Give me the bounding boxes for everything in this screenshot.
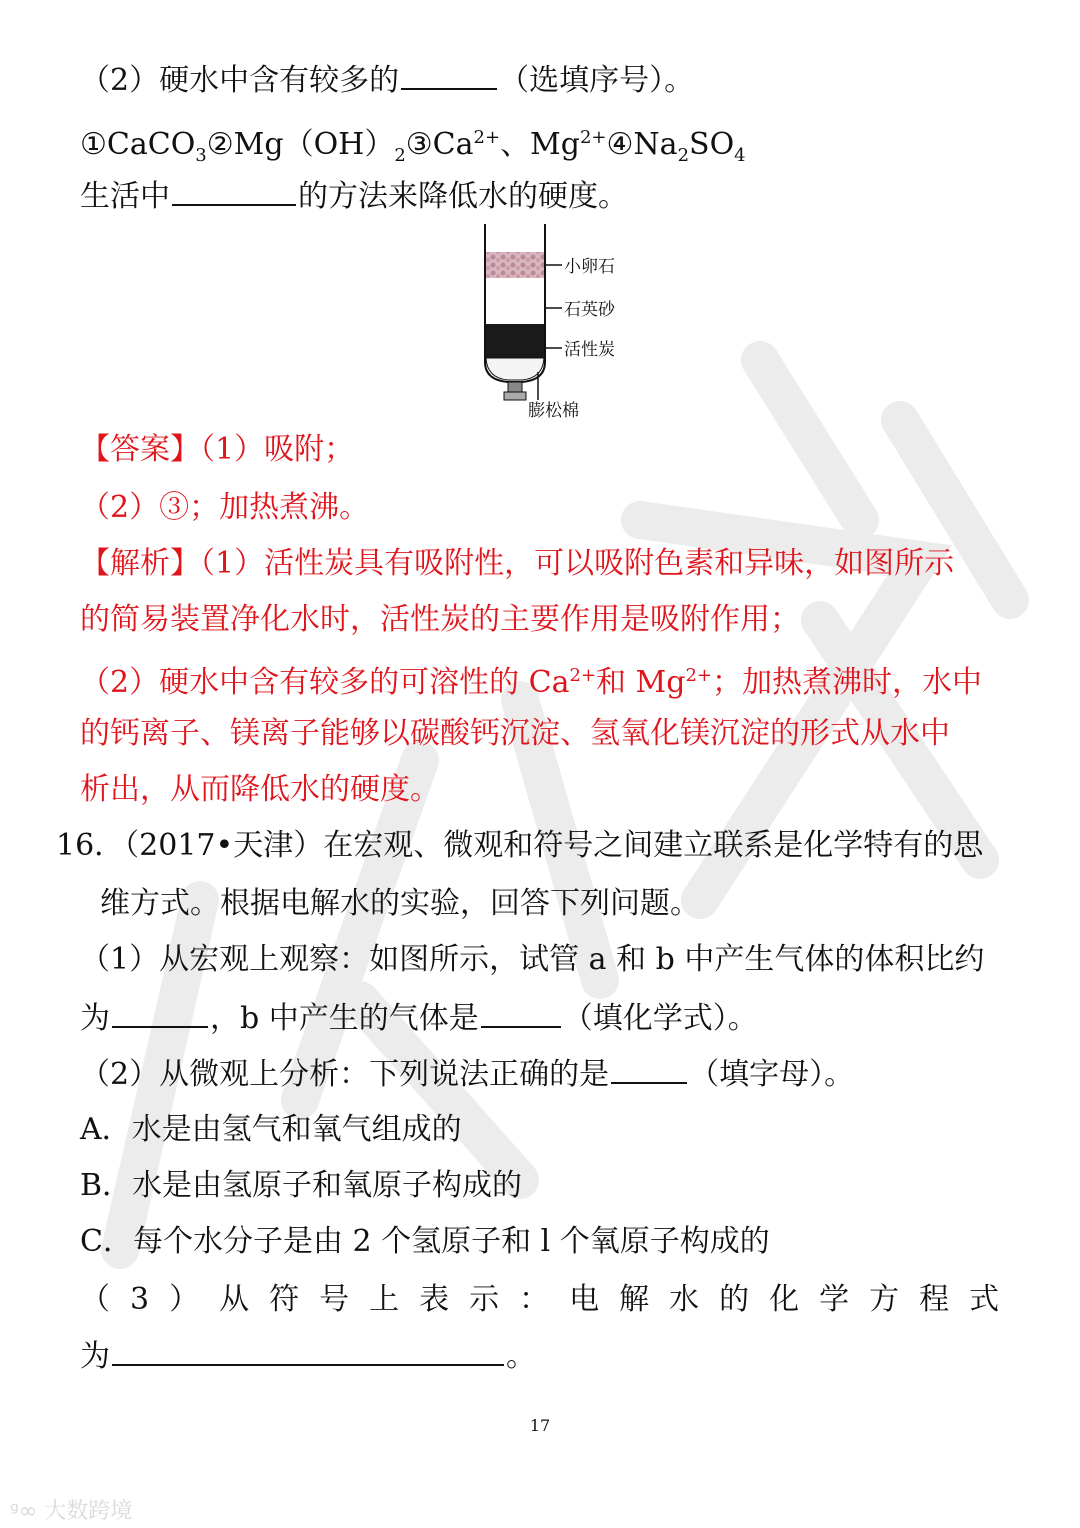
answer-line-1 [80,430,354,470]
answer-blank [172,176,296,206]
q15-options-line [80,118,746,176]
analysis-tag: 【解析】 [80,546,200,581]
q16-part3-b-pre: 为 [80,1339,110,1374]
life-suffix: 的方法来降低水的硬度。 [298,179,628,214]
answer-blank [481,998,561,1028]
q16-option-b [80,1166,522,1206]
superscript: 2+ [579,127,607,148]
q16-stem-2-text: 维方式。根据电解水的实验，回答下列问题。 [100,886,700,921]
answer-blank [611,1054,687,1084]
answer-2: （2）③；加热煮沸。 [80,490,370,525]
water-filter-diagram [470,222,650,422]
page-number: 17 [529,1416,551,1435]
analysis-2a-post: ；加热煮沸时，水中 [712,665,983,700]
subscript: 4 [734,145,746,166]
analysis-line-1 [80,544,954,584]
q15-part2-line [80,60,694,101]
label-cotton: 膨松棉 [528,401,579,421]
analysis-1b: 的简易装置净化水时，活性炭的主要作用是吸附作用； [80,602,800,637]
q15-part2-suffix: （选填序号）。 [499,63,695,98]
option-4: ④Na [606,127,678,162]
superscript: 2+ [569,665,597,686]
q15-part2-prefix: （2）硬水中含有较多的 [80,63,400,98]
subscript: 2 [394,145,406,166]
cotton-layer [486,358,544,380]
superscript: 2+ [685,665,713,686]
life-prefix: 生活中 [80,179,170,214]
answer-blank [112,998,208,1028]
subscript: 2 [677,145,690,166]
option-b: B．水是由氢原子和氧原子构成的 [80,1168,523,1203]
analysis-2a-pre: （2）硬水中含有较多的可溶性的 Ca [80,665,570,700]
q16-part3-b [80,1336,536,1377]
q16-option-c [80,1222,770,1262]
analysis-line-5 [80,770,440,810]
superscript: 2+ [473,127,501,148]
answer-1: （1）吸附； [200,432,355,467]
subscript: 3 [195,145,207,166]
analysis-2a-mid: 和 Mg [596,665,686,700]
q16-part2-post: （填字母）。 [689,1057,855,1092]
option-3-mid: 、Mg [500,127,580,162]
option-2: ②Mg（OH） [206,127,395,162]
q16-part1-b-pre: 为 [80,1001,110,1036]
q16-stem-2 [100,884,700,924]
q16-option-a [80,1110,462,1150]
option-a: A．水是由氢气和氧气组成的 [80,1112,462,1147]
q16-part2 [80,1054,854,1095]
label-pebbles: 小卵石 [564,257,615,277]
brand-logo [10,1494,132,1525]
answer-blank [401,60,497,90]
answer-line-2 [80,488,369,528]
analysis-2b: 的钙离子、镁离子能够以碳酸钙沉淀、氢氧化镁沉淀的形式从水中 [80,716,950,751]
q16-part1-a [80,940,984,980]
q16-part2-pre: （2）从微观上分析：下列说法正确的是 [80,1057,610,1092]
q16-part1-b [80,998,758,1039]
brand-logo-text: 大数跨境 [44,1499,133,1524]
option-1: ①CaCO [80,127,196,162]
brand-logo-icon: ᵍ∞ [10,1499,38,1524]
q15-life-line [80,176,628,217]
answer-blank [112,1336,504,1366]
q16-part3-b-post: 。 [506,1339,536,1374]
analysis-line-2 [80,600,800,640]
analysis-line-3 [80,656,982,703]
option-c: C．每个水分子是由 2 个氢原子和 l 个氧原子构成的 [80,1224,770,1259]
label-sand: 石英砂 [564,300,615,320]
q16-stem-1-text: 16．（2017•天津）在宏观、微观和符号之间建立联系是化学特有的思 [56,828,984,863]
analysis-2c: 析出，从而降低水的硬度。 [80,772,440,807]
q16-part1-b-post: （填化学式）。 [562,1001,758,1036]
option-3: ③Ca [405,127,474,162]
pebble-layer [486,252,544,278]
q16-part1-b-mid: ，b 中产生的气体是 [210,1001,479,1036]
carbon-layer [486,324,544,358]
q16-part3-a [80,1280,1019,1320]
sand-layer [486,278,544,324]
answer-tag: 【答案】 [80,432,200,467]
label-carbon: 活性炭 [564,340,615,360]
option-4-mid: SO [689,127,735,162]
q16-part1-a-text: （1）从宏观上观察：如图所示，试管 a 和 b 中产生气体的体积比约 [80,942,985,977]
q16-part3-a-text: （3）从符号上表示：电解水的化学方程式 [80,1282,1020,1317]
analysis-line-4 [80,714,950,754]
q16-stem-1 [56,826,983,866]
analysis-1a: （1）活性炭具有吸附性，可以吸附色素和异味，如图所示 [200,546,955,581]
